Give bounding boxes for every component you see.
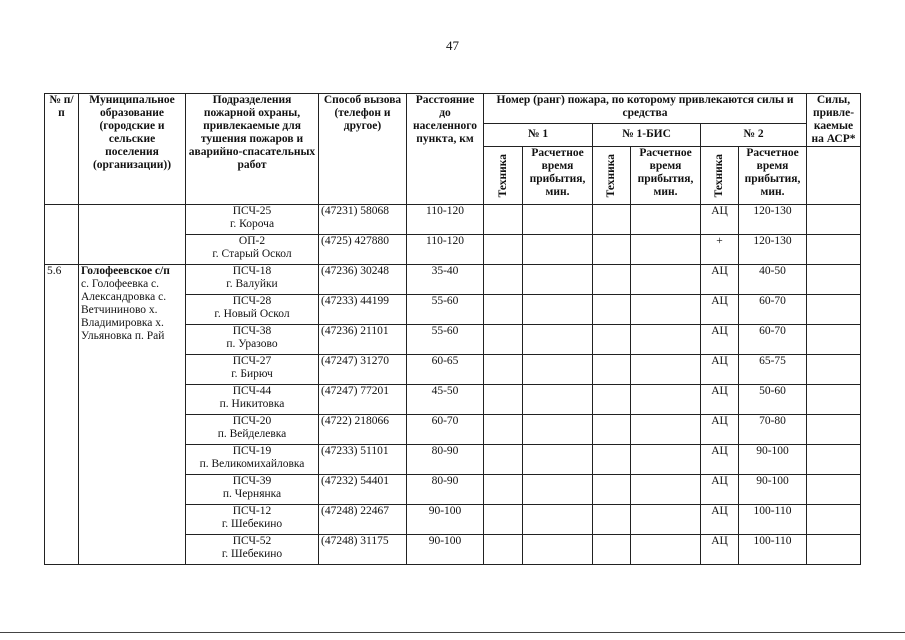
time-rank2-cell: 100-110 [739,505,807,535]
distance-cell: 90-100 [407,505,484,535]
tech-rank2-cell: АЦ [701,385,739,415]
header-rank2: № 2 [701,123,807,146]
header-rank1: № 1 [484,123,593,146]
header-fire-rank: Номер (ранг) пожара, по которому привлекаются силы и средства [484,94,807,124]
fire-forces-table [44,93,861,565]
unit-cell: ОП-2 г. Старый Оскол [186,235,319,265]
phone-cell: (4725) 427880 [319,235,407,265]
time-rank2-cell: 120-130 [739,235,807,265]
phone-cell: (47232) 54401 [319,475,407,505]
header-distance: Расстояние до населенного пункта, км [407,94,484,205]
unit-cell: ПСЧ-38 п. Уразово [186,325,319,355]
phone-cell: (47233) 44199 [319,295,407,325]
time-rank2-cell: 65-75 [739,355,807,385]
header-arrival-1: Расчетное время прибытия, мин. [523,147,593,205]
distance-cell: 45-50 [407,385,484,415]
phone-cell: (47247) 77201 [319,385,407,415]
tech-rank2-cell: АЦ [701,355,739,385]
header-arrival-2: Расчетное время прибытия, мин. [631,147,701,205]
tech-rank2-cell: АЦ [701,325,739,355]
table-row [45,205,861,235]
time-rank2-cell: 60-70 [739,295,807,325]
tech-rank2-cell: АЦ [701,205,739,235]
municipality-name: Голофеевское с/п [81,265,170,277]
phone-cell: (47231) 58068 [319,205,407,235]
header-asr-empty [807,147,861,205]
unit-cell: ПСЧ-44 п. Никитовка [186,385,319,415]
header-units: Подразделения пожарной охраны, привлекаемые для тушения пожаров и аварийно-спасательных работ [186,94,319,205]
distance-cell: 110-120 [407,235,484,265]
tech-rank2-cell: АЦ [701,505,739,535]
distance-cell: 80-90 [407,475,484,505]
distance-cell: 35-40 [407,265,484,295]
unit-cell: ПСЧ-20 п. Вейделевка [186,415,319,445]
phone-cell: (47233) 51101 [319,445,407,475]
header-asr: Силы, привле-каемые на АСР* [807,94,861,147]
tech-rank2-cell: АЦ [701,295,739,325]
phone-cell: (47236) 21101 [319,325,407,355]
unit-cell: ПСЧ-27 г. Бирюч [186,355,319,385]
time-rank2-cell: 100-110 [739,535,807,565]
phone-cell: (47236) 30248 [319,265,407,295]
settlements-list: с. Голофеевка с. Александровка с. Ветчининово х. Владимировка х. Ульяновка п. Рай [81,278,167,342]
phone-cell: (4722) 218066 [319,415,407,445]
header-call-method: Способ вызова (телефон и другое) [319,94,407,205]
time-rank2-cell: 90-100 [739,475,807,505]
tech-rank2-cell: АЦ [701,535,739,565]
page-number: 47 [446,38,459,53]
header-municipality: Муниципальное образование (городские и сельские поселения (организации)) [79,94,186,205]
time-rank2-cell: 90-100 [739,445,807,475]
header-arrival-3: Расчетное время прибытия, мин. [739,147,807,205]
phone-cell: (47248) 31175 [319,535,407,565]
header-num: № п/п [45,94,79,205]
phone-cell: (47248) 22467 [319,505,407,535]
time-rank2-cell: 70-80 [739,415,807,445]
header-equipment-1: Техника [496,153,509,198]
unit-cell: ПСЧ-12 г. Шебекино [186,505,319,535]
time-rank2-cell: 60-70 [739,325,807,355]
unit-cell: ПСЧ-39 п. Чернянка [186,475,319,505]
tech-rank2-cell: АЦ [701,265,739,295]
distance-cell: 110-120 [407,205,484,235]
phone-cell: (47247) 31270 [319,355,407,385]
distance-cell: 90-100 [407,535,484,565]
unit-cell: ПСЧ-25 г. Короча [186,205,319,235]
header-equipment-3: Техника [713,153,725,198]
distance-cell: 80-90 [407,445,484,475]
distance-cell: 55-60 [407,295,484,325]
tech-rank2-cell: АЦ [701,415,739,445]
header-equipment-2: Техника [605,153,617,198]
page-bottom-divider [0,632,905,633]
unit-cell: ПСЧ-18 г. Валуйки [186,265,319,295]
distance-cell: 60-70 [407,415,484,445]
time-rank2-cell: 120-130 [739,205,807,235]
distance-cell: 60-65 [407,355,484,385]
header-rank1bis: № 1-БИС [593,123,701,146]
tech-rank2-cell: АЦ [701,475,739,505]
row-num: 5.6 [45,265,79,565]
unit-cell: ПСЧ-28 г. Новый Оскол [186,295,319,325]
time-rank2-cell: 40-50 [739,265,807,295]
municipality-cell [79,265,186,565]
tech-rank2-cell: АЦ [701,445,739,475]
tech-rank2-cell: + [701,235,739,265]
unit-cell: ПСЧ-52 г. Шебекино [186,535,319,565]
time-rank2-cell: 50-60 [739,385,807,415]
unit-cell: ПСЧ-19 п. Великомихайловка [186,445,319,475]
table-row [45,265,861,295]
distance-cell: 55-60 [407,325,484,355]
